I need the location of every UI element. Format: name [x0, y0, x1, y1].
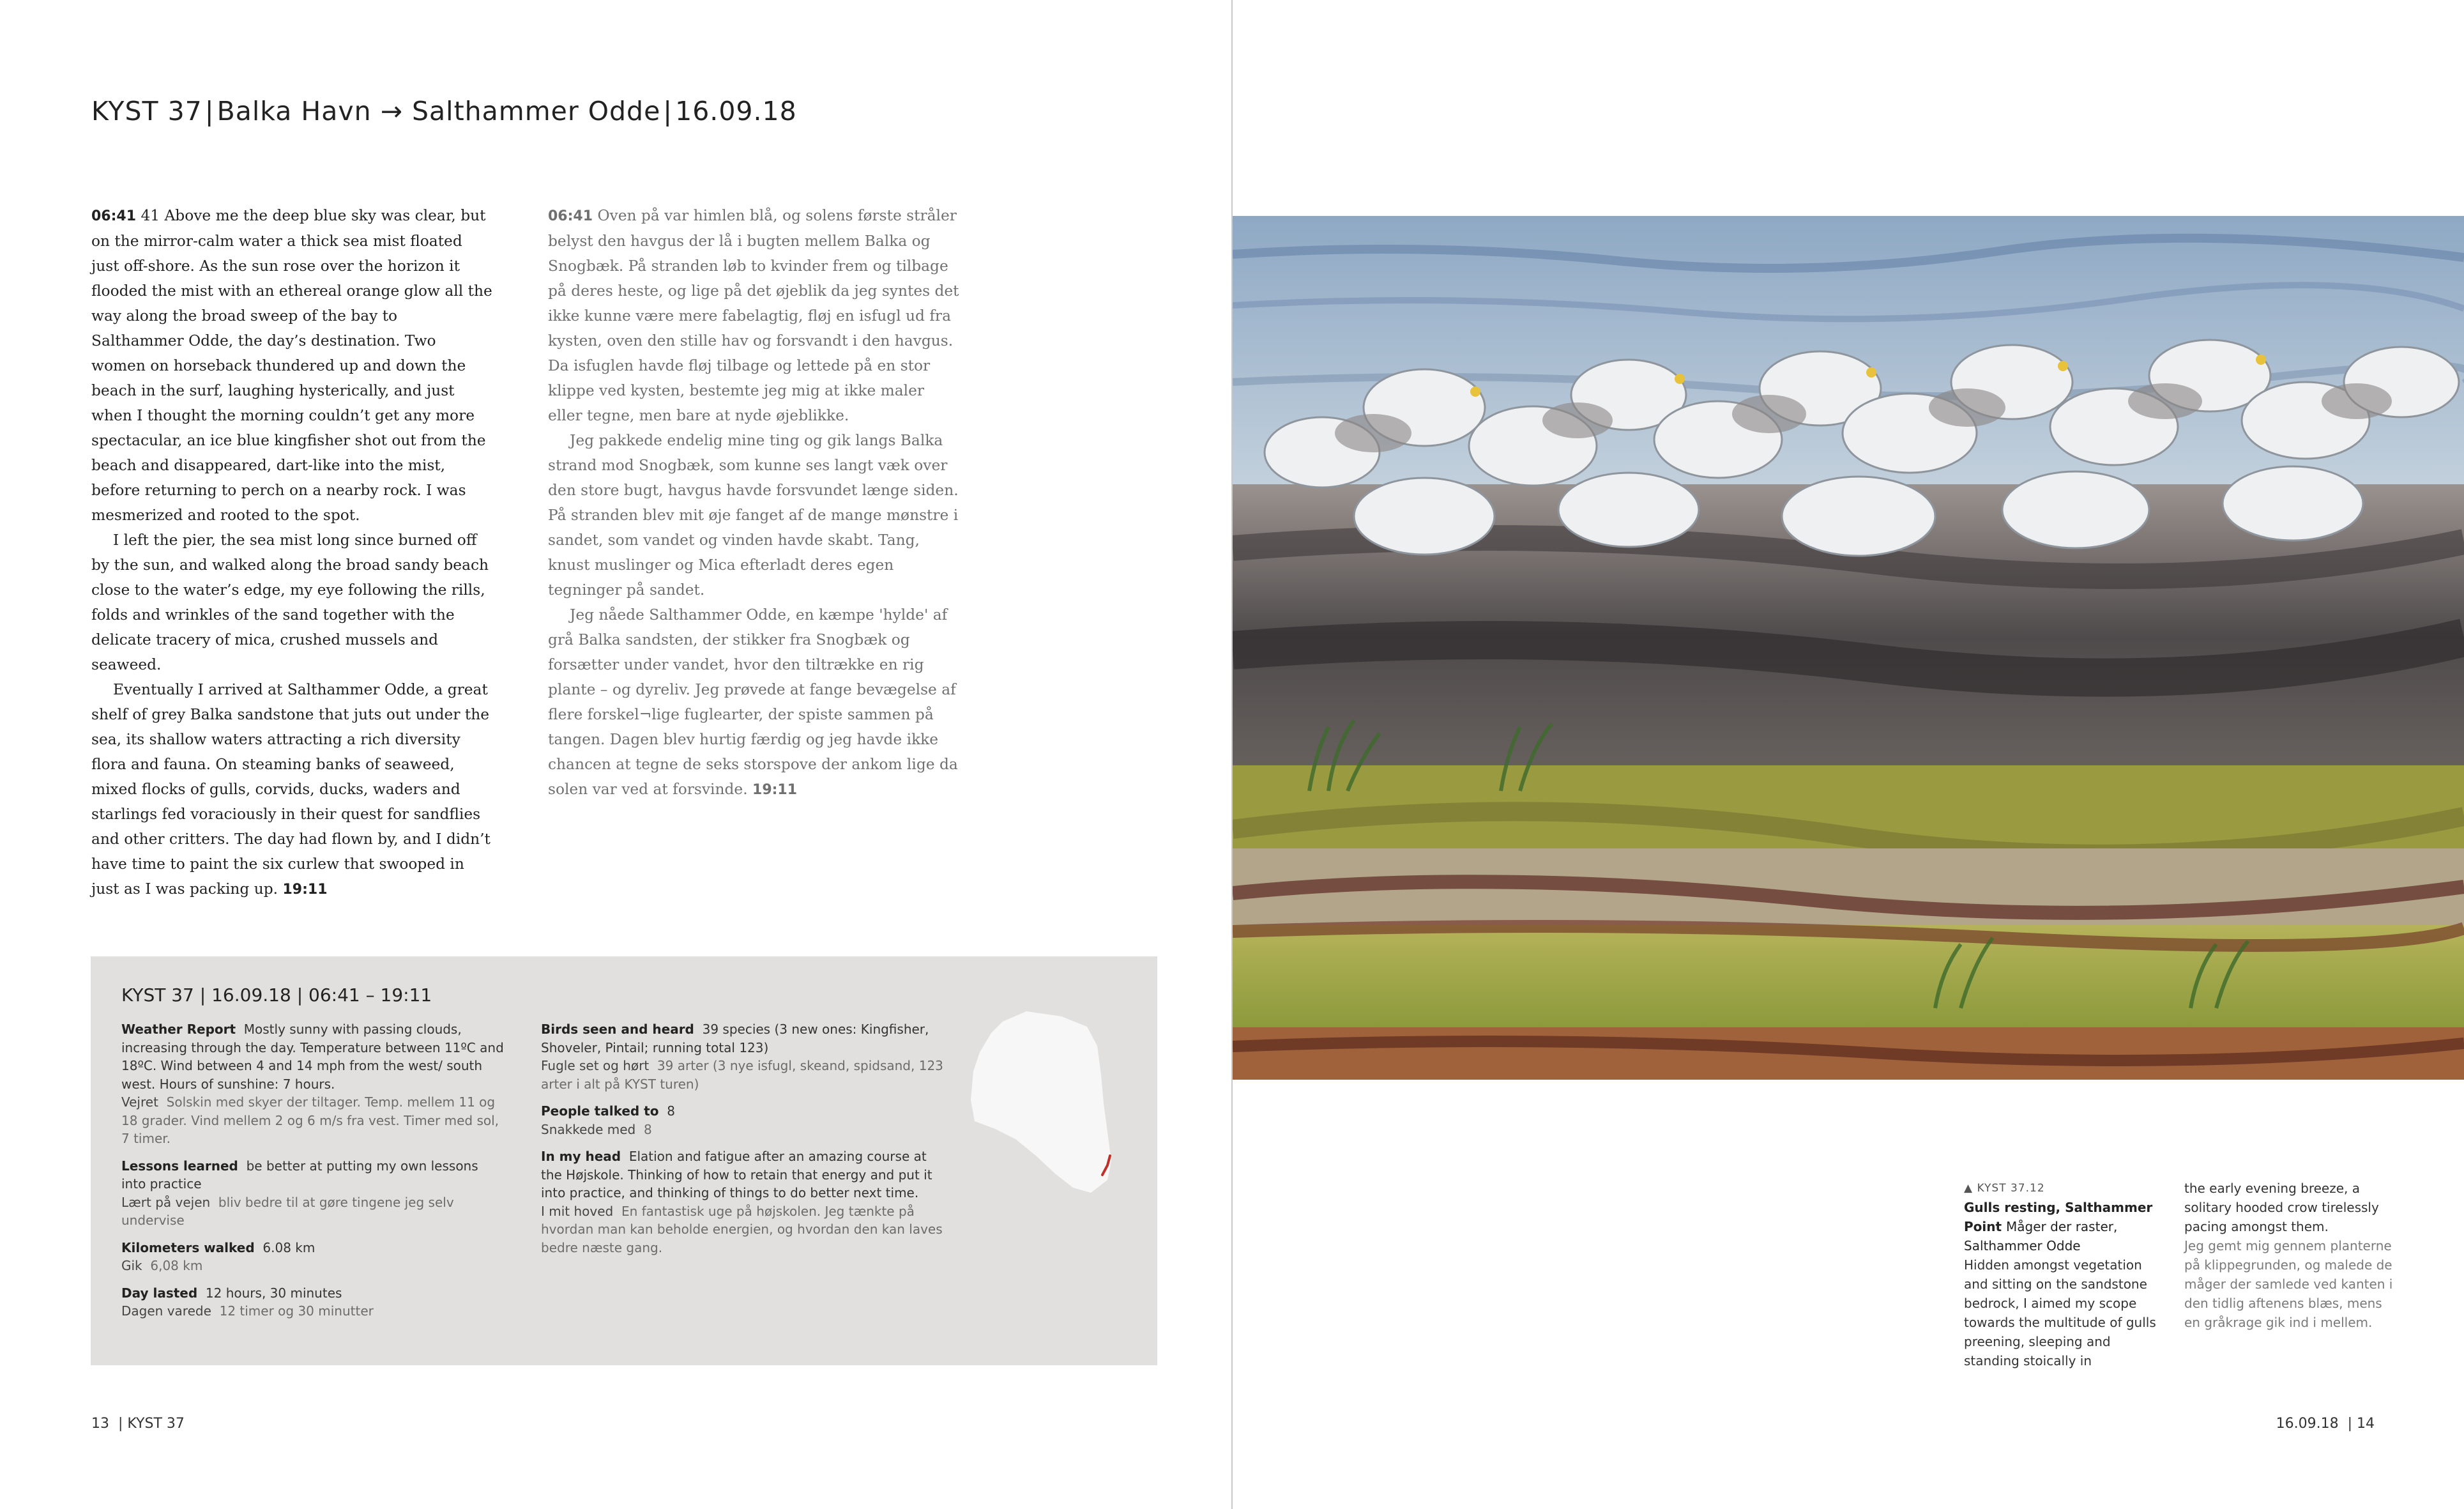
snak-value: 8	[643, 1121, 652, 1137]
i-mit-hoved	[541, 1202, 950, 1257]
panel-title: KYST 37 | 16.09.18 | 06:41 – 19:11	[121, 984, 432, 1006]
start-time: 06:41	[91, 208, 137, 224]
folio-right-date: 16.09.18	[2276, 1416, 2339, 1432]
head-text: Elation and fatigue after an amazing course at the Højskole. Thinking of how to retain that energy and put it into practice, and thinking of things to do better next time.	[541, 1149, 932, 1200]
birds-label: Birds seen and heard	[541, 1022, 694, 1037]
panel-column-1	[121, 1020, 505, 1329]
title-date: 16.09.18	[675, 96, 797, 126]
danish-paragraph-1	[548, 203, 963, 428]
dagen-label: Dagen varede	[121, 1303, 211, 1319]
caption-column-1	[1964, 1179, 2168, 1370]
head-label: In my head	[541, 1149, 621, 1164]
birds-group	[541, 1020, 950, 1093]
lessons-text: be better at putting my own lessons into practice	[121, 1158, 478, 1191]
day-label: Day lasted	[121, 1285, 198, 1301]
kilometers-group	[121, 1239, 505, 1275]
end-time: 19:11	[752, 782, 798, 798]
title-kyst: KYST 37	[91, 96, 202, 126]
panel-time-range: 06:41 – 19:11	[308, 984, 432, 1006]
birds-text: 39 species (3 new ones: Kingfisher, Shoveler, Pintail; running total 123)	[541, 1022, 929, 1055]
right-page	[1233, 0, 2464, 1509]
lessons-learned	[121, 1157, 505, 1193]
kilometers-walked	[121, 1239, 505, 1257]
english-paragraph-2	[91, 528, 494, 677]
english-text	[91, 203, 494, 902]
title-divider: |	[663, 96, 673, 126]
end-time: 19:11	[282, 882, 328, 898]
day-lasted	[121, 1284, 505, 1303]
caption-title-da: Måger der raster, Salthammer Odde	[1964, 1219, 2118, 1253]
title-divider: |	[204, 96, 215, 126]
caption-number: ▲ KYST 37.12	[1964, 1182, 2045, 1195]
page-number-right: 16.09.18 | 14	[2276, 1416, 2375, 1432]
vejret-text: Solskin med skyer der tiltager. Temp. mellem 11 og 18 grader. Vind mellem 2 og 6 m/s fra vest. Timer med sol, 7 timer.	[121, 1094, 499, 1146]
weather-text: Mostly sunny with passing clouds, increasing through the day. Temperature between 11ºC and 18ºC. Wind between 4 and 14 mph from the west/ south west. Hours of sunshine: 7 hours.	[121, 1022, 504, 1092]
km-value: 6.08 km	[262, 1239, 316, 1255]
vejret	[121, 1093, 505, 1148]
dagen-value: 12 timer og 30 minutter	[219, 1303, 374, 1319]
folio-right-num: 14	[2357, 1416, 2375, 1432]
people-talked-to	[541, 1102, 950, 1121]
gik-label: Gik	[121, 1258, 142, 1273]
snakkede-med	[541, 1121, 950, 1139]
people-label: People talked to	[541, 1103, 659, 1119]
head-group	[541, 1147, 950, 1257]
day-group	[121, 1284, 505, 1321]
start-time: 06:41	[548, 208, 593, 224]
fugle-label: Fugle set og hørt	[541, 1058, 650, 1073]
lessons-group	[121, 1157, 505, 1230]
page-title	[91, 96, 797, 126]
gik	[121, 1257, 505, 1275]
laert-label: Lært på vejen	[121, 1194, 211, 1210]
in-my-head	[541, 1147, 950, 1202]
lessons-label: Lessons learned	[121, 1158, 238, 1174]
weather-group	[121, 1020, 505, 1148]
caption-column-2	[2184, 1179, 2395, 1332]
danish-text	[548, 203, 963, 802]
danish-p3-text: Jeg nåede Salthammer Odde, en kæmpe 'hylde' af grå Balka sandsten, der stikker fra Snogbæk og forsætter under vandet, hvor den tiltrække en rig plante – og dyreliv. Jeg prøvede at fange bevægelse af flere forskel¬lige fuglearter, der spiste sammen på tangen. Dagen blev hurtig færdig og jeg havde ikke chancen at tegne de seks storspove der ankom lige da solen var ved at forsvinde.	[548, 606, 958, 798]
english-p1-text: 41 Above me the deep blue sky was clear, but on the mirror-calm water a thick sea mist floated just off-shore. As the sun rose over the horizon it flooded the mist with an ethereal orange glow all the way along the broad sweep of the bay to Salthammer Odde, the day’s destination. Two women on horseback thundered up and down the beach in the surf, laughing hysterically, and just when I thought the morning couldn’t get any more spectacular, an ice blue kingfisher shot out from the beach and disappeared, dart-like into the mist, before returning to perch on a nearby rock. I was mesmerized and rooted to the spot.	[91, 207, 492, 524]
day-value: 12 hours, 30 minutes	[205, 1285, 342, 1301]
caption-text-en-b: the early evening breeze, a solitary hooded crow tirelessly pacing amongst them.	[2184, 1181, 2379, 1234]
page-number-left: 13 | KYST 37	[91, 1416, 185, 1432]
vejret-label: Vejret	[121, 1094, 158, 1110]
danish-paragraph-3	[548, 602, 963, 802]
gulls-watercolour-painting	[1233, 216, 2464, 1080]
caption-title	[1964, 1198, 2168, 1255]
panel-kyst: KYST 37	[121, 984, 194, 1006]
info-panel	[91, 956, 1157, 1365]
caption-text-en-a: Hidden amongst vegetation and sitting on the sandstone bedrock, I aimed my scope towards the multitude of gulls preening, sleeping and standing stoically in	[1964, 1257, 2156, 1368]
english-paragraph-1	[91, 203, 494, 528]
danish-p2-text: Jeg pakkede endelig mine ting og gik langs Balka strand mod Snogbæk, som kunne ses langt væk over den store bugt, havgus havde forsvundet længe siden. På stranden blev mit øje fanget af de mange mønstre i sandet, som vandet og vinden havde skabt. Tang, knust muslinger og Mica efterladt deres egen tegninger på sandet.	[548, 432, 959, 599]
folio-left-label: KYST 37	[127, 1416, 185, 1432]
caption-text-da: Jeg gemt mig gennem planterne på klippegrunden, og malede de måger der samlede ved kanten i den tidlig aftenens blæs, mens en gråkrage gik ind i mellem.	[2184, 1238, 2393, 1330]
fugle-set	[541, 1057, 950, 1093]
weather-label: Weather Report	[121, 1022, 236, 1037]
danish-p1-text: Oven på var himlen blå, og solens første stråler belyst den havgus der lå i bugten mellem Balka og Snogbæk. På stranden løb to kvinder frem og tilbage på deres heste, og lige på det øjeblik da jeg syntes det ikke kunne være mere fabelagtig, fløj en isfugl ud fra kysten, oven den stille hav og forsvandt i den havgus. Da isfuglen havde fløj tilbage og lettede på en stor klippe ved kysten, bestemte jeg mig at ikke maler eller tegne, men bare at nyde øjeblikke.	[548, 207, 959, 424]
danish-paragraph-2	[548, 428, 963, 602]
hoved-label: I mit hoved	[541, 1203, 614, 1219]
english-p2-text: I left the pier, the sea mist long since burned off by the sun, and walked along the broad sandy beach close to the water’s edge, my eye following the rills, folds and wrinkles of the sand together with the delicate tracery of mica, crushed mussels and seaweed.	[91, 532, 489, 673]
folio-left-num: 13	[91, 1416, 109, 1432]
people-group	[541, 1102, 950, 1138]
panel-column-2	[541, 1020, 950, 1266]
laert-text: bliv bedre til at gøre tingene jeg selv undervise	[121, 1194, 454, 1228]
laert-paa-vejen	[121, 1193, 505, 1230]
snak-label: Snakkede med	[541, 1121, 636, 1137]
fugle-text: 39 arter (3 nye isfugl, skeand, spidsand, 123 arter i alt på KYST turen)	[541, 1058, 943, 1092]
left-page	[0, 0, 1231, 1509]
title-route: Balka Havn → Salthammer Odde	[217, 96, 661, 126]
english-paragraph-3	[91, 677, 494, 902]
panel-date: 16.09.18	[211, 984, 291, 1006]
caption-title-en: Gulls resting, Salthammer Point	[1964, 1200, 2153, 1234]
people-value: 8	[667, 1103, 675, 1119]
weather-report	[121, 1020, 505, 1093]
birds-seen	[541, 1020, 950, 1057]
gik-value: 6,08 km	[150, 1258, 203, 1273]
island-shape	[971, 1011, 1111, 1193]
dagen-varede	[121, 1302, 505, 1321]
km-label: Kilometers walked	[121, 1239, 255, 1255]
english-p3-text: Eventually I arrived at Salthammer Odde, a great shelf of grey Balka sandstone that juts out under the sea, its shallow waters attracting a rich diversity flora and fauna. On steaming banks of seaweed, mixed flocks of gulls, corvids, ducks, waders and starlings fed voraciously in their quest for sandflies and other critters. The day had flown by, and I didn’t have time to paint the six curlew that swooped in just as I was packing up.	[91, 681, 491, 898]
bornholm-map-icon	[966, 1007, 1119, 1199]
hoved-text: En fantastisk uge på højskolen. Jeg tænkte på hvordan man kan beholde energien, og hvordan den kan laves bedre næste gang.	[541, 1203, 943, 1255]
